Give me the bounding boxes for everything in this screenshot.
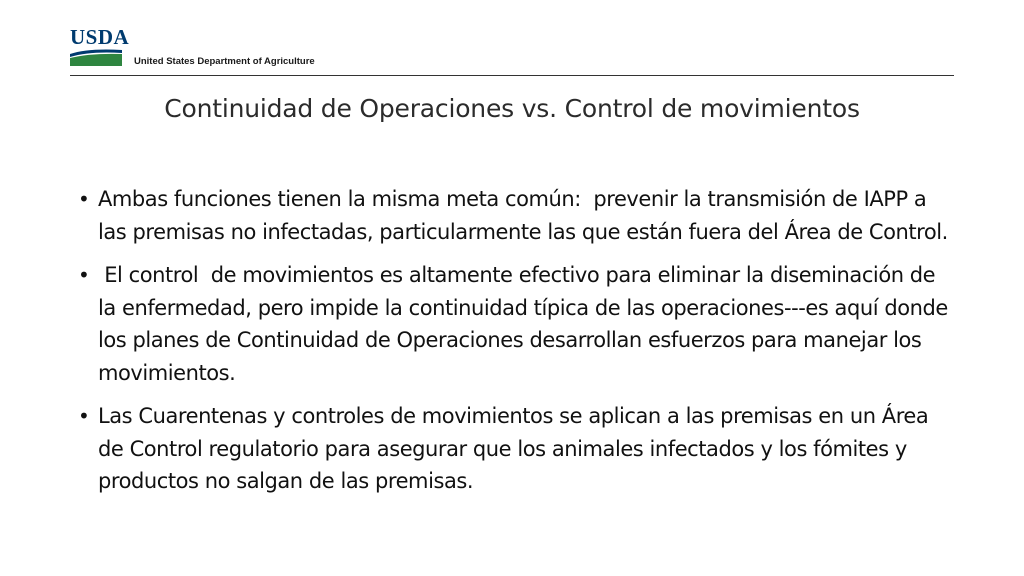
bullet-text: El control de movimientos es altamente efectivo para eliminar la diseminación de la enfermedad, pero impide la continuidad típica de las operaciones---es aquí donde los planes de Continuidad de Operaciones desarrollan esfuerzos para manejar los movimientos. — [98, 263, 955, 385]
bullet-item — [72, 183, 952, 248]
slide-title: Continuidad de Operaciones vs. Control de movimientos — [164, 94, 860, 123]
bullet-icon: • — [78, 263, 90, 287]
bullet-icon: • — [78, 187, 90, 211]
bullet-item — [72, 400, 952, 498]
header-divider — [70, 75, 954, 76]
department-name: United States Department of Agriculture — [134, 56, 315, 67]
bullet-text: Ambas funciones tienen la misma meta común: prevenir la transmisión de IAPP a las premisas no infectadas, particularmente las que están fuera del Área de Control. — [98, 187, 948, 244]
bullet-icon: • — [78, 404, 90, 428]
bullet-item — [72, 259, 955, 389]
usda-waves-icon — [70, 48, 122, 66]
usda-logo-mark — [70, 25, 130, 66]
bullet-text: Las Cuarentenas y controles de movimientos se aplican a las premisas en un Área de Control regulatorio para asegurar que los animales infectados y los fómites y productos no salgan de las premisas. — [98, 404, 935, 493]
bullet-list — [72, 183, 955, 509]
usda-wordmark: USDA — [70, 25, 130, 49]
usda-logo — [70, 25, 330, 72]
